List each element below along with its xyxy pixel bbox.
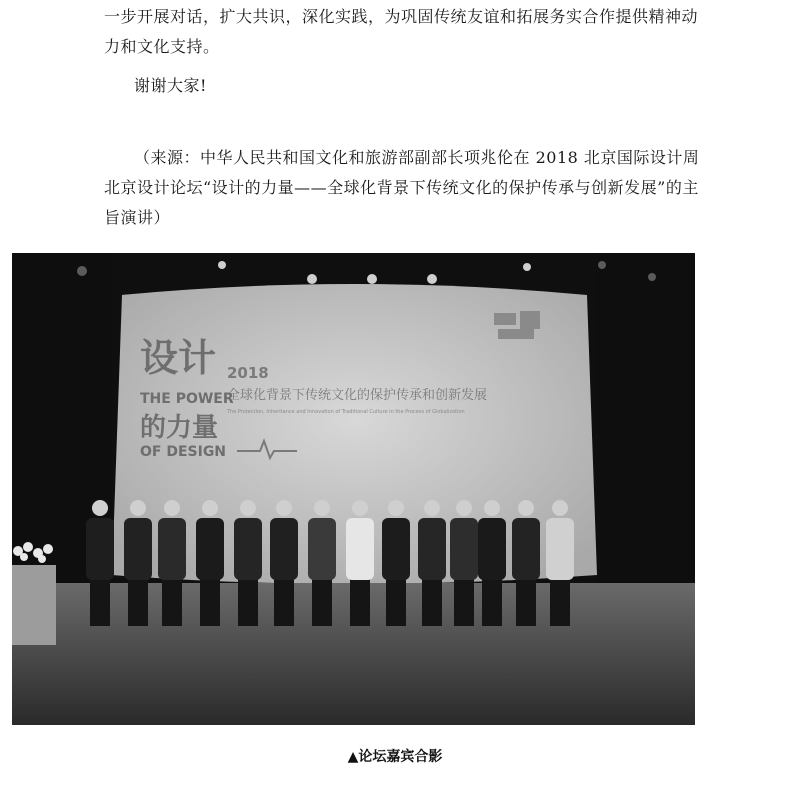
screen-subtitle: 全球化背景下传统文化的保护传承和创新发展 [227, 388, 488, 403]
guest-figure [546, 500, 574, 626]
forum-group-photo [12, 253, 695, 725]
guest-figure [270, 500, 298, 626]
screen-year: 2018 [227, 364, 269, 382]
group-photo-illustration [12, 253, 695, 725]
stage-lights [77, 261, 656, 284]
screen-title-cn2: 的力量 [140, 413, 219, 443]
guest-figure [512, 500, 540, 626]
guest-figure [124, 500, 152, 626]
guest-figure [346, 500, 374, 626]
guest-figure [478, 500, 506, 626]
guest-figure [382, 500, 410, 626]
screen-title-en1: THE POWER [140, 391, 234, 407]
guest-figure [158, 500, 186, 626]
guest-figure [418, 500, 446, 626]
photo-caption: ▲论坛嘉宾合影 [347, 749, 443, 765]
source-note: （来源：中华人民共和国文化和旅游部副部长项兆伦在 2018 北京国际设计周北京设计论坛“设计的力量——全球化背景下传统文化的保护传承与创新发展”的主旨演讲） [104, 148, 700, 227]
guest-figure [196, 500, 224, 626]
screen-title-en2: OF DESIGN [140, 444, 227, 460]
closing-thanks: 谢谢大家! [134, 76, 207, 95]
guest-figure [450, 500, 478, 626]
screen-subtitle-en: The Protection, Inheritance and Innovation of Traditional Culture in the Process of Globalization [227, 409, 465, 415]
screen-title-cn: 设计 [140, 336, 217, 380]
podium [12, 565, 56, 645]
guest-figure [234, 500, 262, 626]
body-paragraph: 一步开展对话，扩大共识，深化实践，为巩固传统友谊和拓展务实合作提供精神动力和文化支持。 [104, 7, 699, 56]
guest-figure [86, 500, 114, 626]
guest-figure [308, 500, 336, 626]
